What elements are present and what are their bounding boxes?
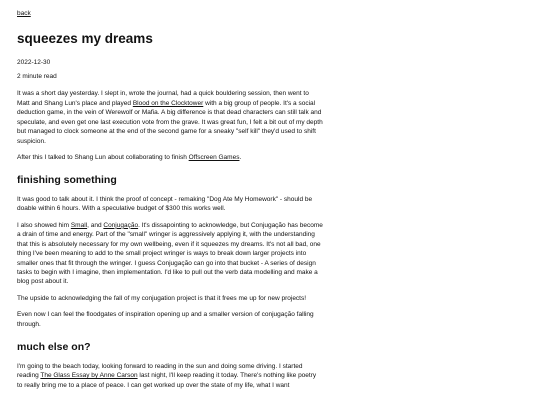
- link-offscreen-games[interactable]: Offscreen Games: [188, 153, 240, 161]
- paragraph-text: It was a short day yesterday. I slept in, wrote the journal, had a quick bouldering session, then went to Matt and Shang Lun's place and played: [17, 90, 309, 107]
- read-time: 2 minute read: [17, 73, 57, 81]
- link-small[interactable]: Small: [70, 221, 88, 229]
- post-container: [17, 8, 323, 397]
- link-blood-on-the-clocktower[interactable]: Blood on the Clocktower: [132, 99, 204, 107]
- paragraph-text: I'm going to the beach today, looking forward to reading in the sun and doing some driving. I started reading: [17, 362, 303, 380]
- paragraph-small-projects: [17, 221, 323, 287]
- paragraph-text: . It's dissapointing to acknowledge, but Conjugação has become a drain of time and energy. Part of the "small" wringer is aggressively applying it, with the understanding that this is absolutely necessary for my own wellbeing, even if it squeezes my dreams. It's not all bad, one thing I've been meaning to add to the small project wringer is ways to break down larger projects into smaller ones that fit through the wringer. I guess Conjugação can go into that bucket - A series of design tasks to begin with I imagine, then implementation. I'd like to pull out the verb data modelling and make a blog post about it.: [17, 221, 323, 286]
- paragraph-text: .: [239, 153, 242, 161]
- paragraph-upside: The upside to acknowledging the fall of my conjugation project is that it frees me up for new projects!: [17, 294, 307, 302]
- paragraph-beach: [17, 362, 323, 390]
- post-date: 2022-12-30: [17, 58, 51, 66]
- paragraph-text: with a big group of people. It's a social deduction game, in the vein of Werewolf or Mafia. A big difference is that dead characters can still talk and speculate, and even get one last execution vote from the grave. It was great fun, I felt a bit out of my depth but managed to clock someone at the end of the second game for a sneaky "self kill" they'd used to shift suspicion.: [17, 99, 323, 145]
- back-link[interactable]: back: [17, 10, 31, 17]
- paragraph-text: , and: [87, 221, 104, 229]
- link-conjugacao[interactable]: Conjugação: [103, 221, 139, 229]
- link-the-glass-essay[interactable]: The Glass Essay by Anne Carson: [40, 372, 138, 380]
- heading-much-else-on: much else on?: [17, 341, 91, 354]
- paragraph-text: I also showed him: [17, 221, 71, 229]
- paragraph-floodgates: Even now I can feel the floodgates of inspiration opening up and a smaller version of conjugação falling through.: [17, 311, 314, 328]
- page-title: squeezes my dreams: [17, 31, 153, 47]
- paragraph-proof-of-concept: It was good to talk about it. I think the proof of concept - remaking "Dog Ate My Homework" - should be doable within 6 hours. With a speculative budget of $300 this works well.: [17, 196, 313, 213]
- paragraph-collaboration: [17, 153, 323, 162]
- heading-finishing-something: finishing something: [17, 174, 117, 187]
- paragraph-intro: [17, 89, 323, 146]
- paragraph-text: last night, I'll keep reading it today. There's nothing like poetry to really bring me to a place of peace. I can get worked up over the state of my life, what I want: [17, 372, 317, 389]
- paragraph-text: After this I talked to Shang Lun about collaborating to finish: [17, 153, 189, 161]
